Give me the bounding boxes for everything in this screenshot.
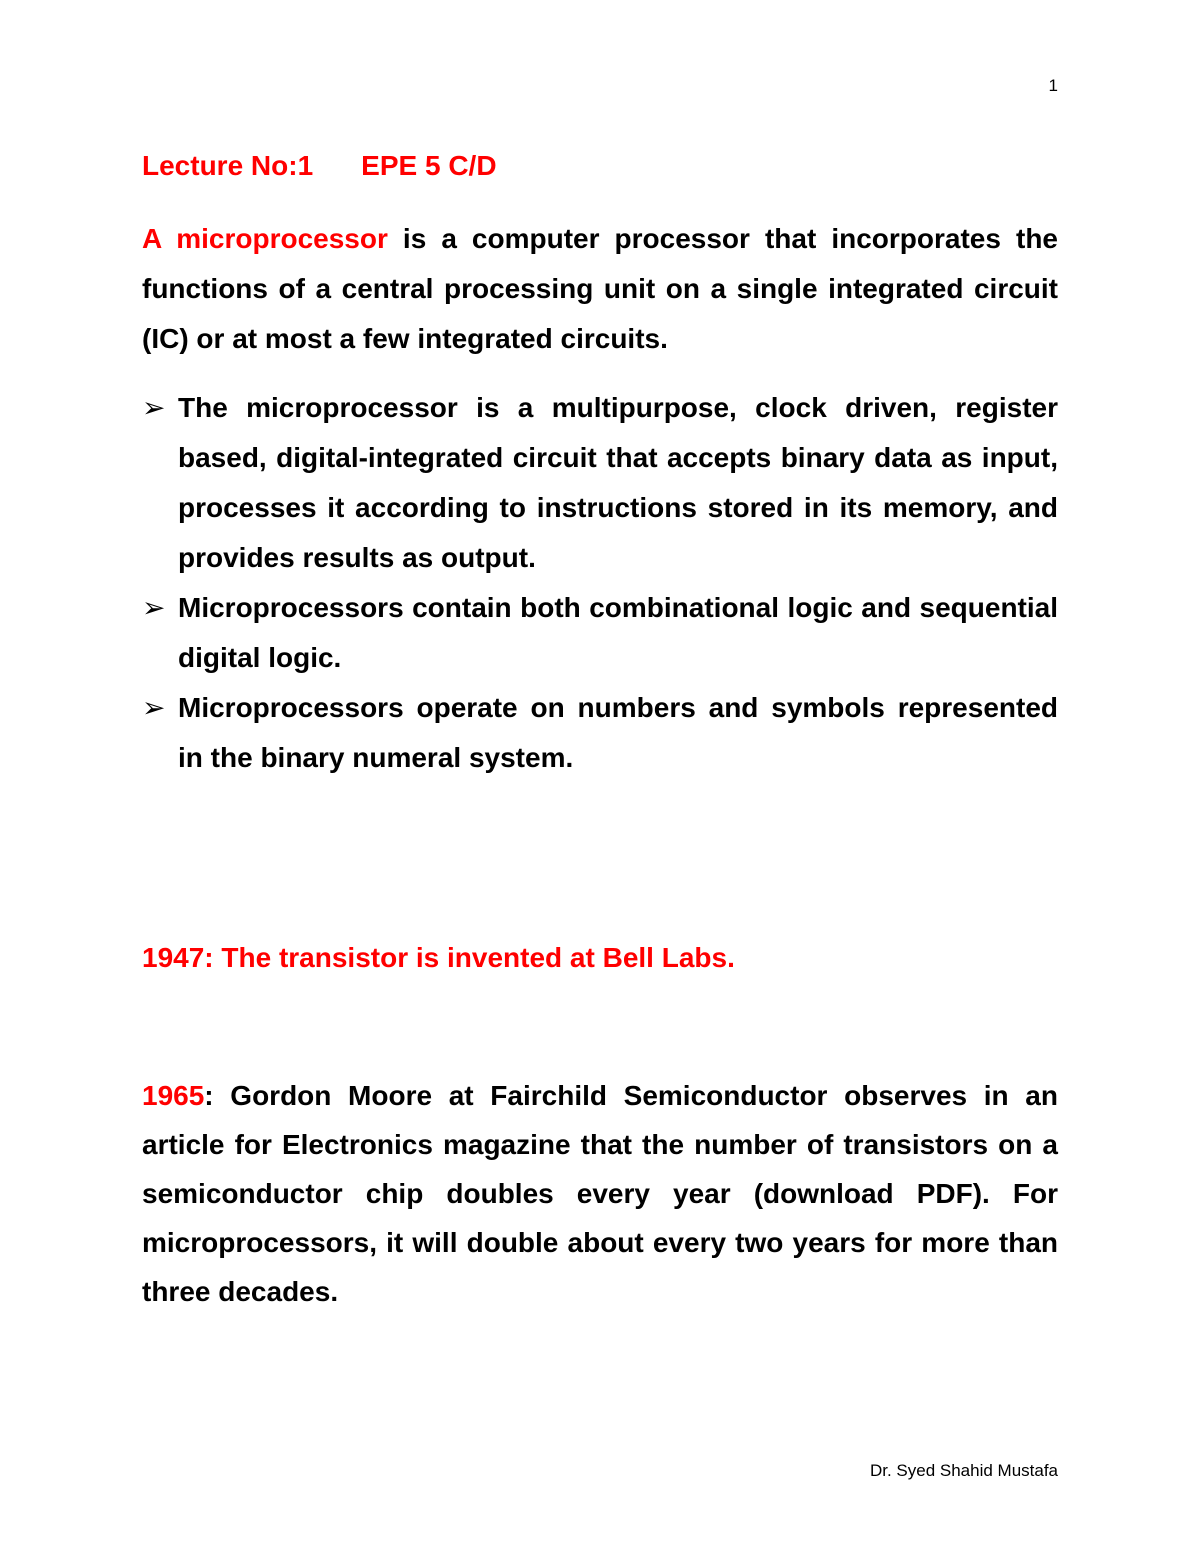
bullet-text: The microprocessor is a multipurpose, clock driven, register based, digital-integrated circuit that accepts binary data as input, processes it according to instructions stored in its memory, and provides results as output. [178, 392, 1058, 573]
timeline-1965-text: : Gordon Moore at Fairchild Semiconductor observes in an article for Electronics magazine that the number of transistors on a semiconductor chip doubles every year (download PDF). For microprocessors, it will double about every two years for more than three decades. [142, 1080, 1058, 1307]
timeline-1965 [142, 1071, 1058, 1316]
bullet-list [142, 383, 1058, 783]
lecture-title [142, 146, 1058, 186]
page-number: 1 [1048, 76, 1058, 95]
timeline-1947 [142, 933, 1058, 983]
timeline-1947-text: 1947: The transistor is invented at Bell Labs. [142, 942, 735, 973]
arrowhead-bullet-icon: ➢ [142, 692, 166, 723]
bullet-text: Microprocessors contain both combinational logic and sequential digital logic. [178, 592, 1058, 673]
list-item [142, 583, 1058, 683]
bullet-text: Microprocessors operate on numbers and symbols represented in the binary numeral system. [178, 692, 1058, 773]
list-item [142, 683, 1058, 783]
lecture-body [142, 146, 1058, 783]
timeline-1965-paragraph [142, 1071, 1058, 1316]
list-item [142, 383, 1058, 583]
definition-term: A microprocessor [142, 223, 388, 254]
arrowhead-bullet-icon: ➢ [142, 392, 166, 423]
course-code: EPE 5 C/D [361, 150, 497, 181]
timeline-1965-year: 1965 [142, 1080, 205, 1111]
arrowhead-bullet-icon: ➢ [142, 592, 166, 623]
footer-author: Dr. Syed Shahid Mustafa [869, 1461, 1058, 1480]
lecture-number: Lecture No:1 [142, 150, 314, 181]
definition-paragraph [142, 214, 1058, 364]
definition-text: is a computer processor that incorporates the functions of a central processing unit on a single integrated circuit (IC) or at most a few integrated circuits. [142, 223, 1058, 354]
